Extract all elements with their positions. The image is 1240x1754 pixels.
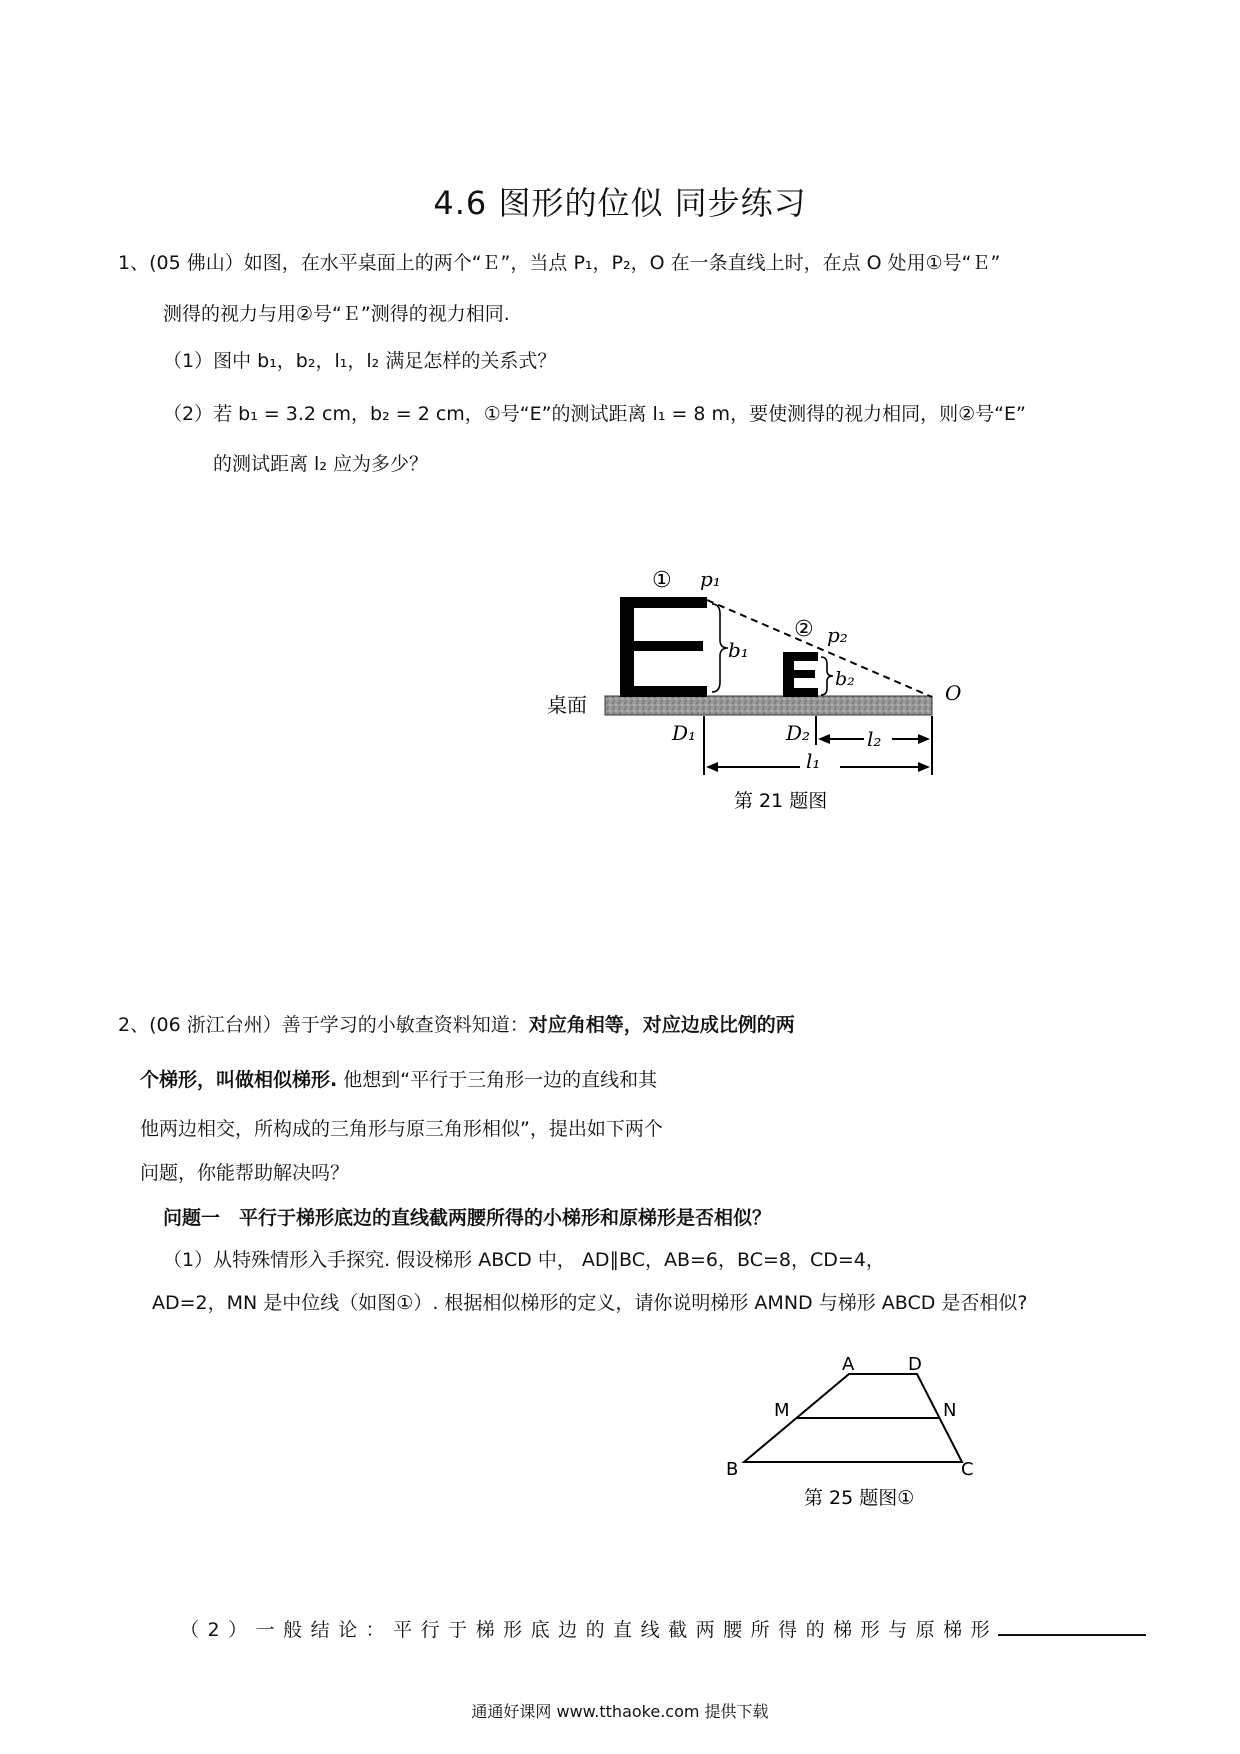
q1-sub1: （1）图中 b₁，b₂，l₁，l₂ 满足怎样的关系式？ — [163, 350, 557, 372]
label-l2: l₂ — [867, 727, 882, 751]
q2-stem-line3: 他两边相交，所构成的三角形与原三角形相似”，提出如下两个 — [140, 1118, 663, 1140]
label-b2: b₂ — [835, 668, 855, 690]
q2-definition-part2: 个梯形，叫做相似梯形. — [140, 1069, 338, 1091]
label-mark-1: ① — [652, 568, 672, 593]
label-b1: b₁ — [728, 638, 749, 662]
label-n: N — [943, 1400, 957, 1421]
label-d1: D₁ — [672, 721, 697, 745]
label-d2: D₂ — [786, 721, 811, 745]
q2-problem1: 问题一 平行于梯形底边的直线截两腰所得的小梯形和原梯形是否相似？ — [163, 1207, 772, 1229]
q2-sub1-cont: AD=2，MN 是中位线（如图①）. 根据相似梯形的定义，请你说明梯形 AMND 与梯形 ABCD 是否相似? — [152, 1292, 1028, 1314]
label-d: D — [908, 1354, 922, 1375]
q2-stem-line4: 问题，你能帮助解决吗？ — [140, 1162, 350, 1184]
page-title: 4.6 图形的位似 同步练习 — [433, 184, 807, 222]
label-m: M — [774, 1400, 790, 1421]
label-b: B — [726, 1459, 739, 1480]
label-o: O — [945, 681, 962, 705]
label-c: C — [961, 1459, 974, 1480]
q2-stem-line2-b: 他想到“平行于三角形一边的直线和其 — [337, 1069, 658, 1091]
q1-stem-line1: 1、(05 佛山）如图，在水平桌面上的两个“Ｅ”，当点 P₁，P₂，O 在一条直线上时，在点 O 处用①号“Ｅ” — [118, 252, 1001, 274]
q2-stem-line1-a: 2、(06 浙江台州）善于学习的小敏查资料知道： — [118, 1014, 529, 1036]
q1-sub2: （2）若 b₁ = 3.2 cm，b₂ = 2 cm，①号“E”的测试距离 l₁ = 8 m，要使测得的视力相同，则②号“E” — [163, 403, 1026, 425]
label-mark-2: ② — [794, 617, 814, 642]
caption-21: 第 21 题图 — [734, 790, 828, 812]
q2-sub1: （1）从特殊情形入手探究. 假设梯形 ABCD 中， AD∥BC，AB=6，BC=8，CD=4， — [163, 1249, 885, 1271]
q2-sub2 — [180, 1614, 1146, 1642]
q2-sub2-text: （2）一般结论：平行于梯形底边的直线截两腰所得的梯形与原梯形 — [180, 1619, 999, 1641]
q1-sub2-cont: 的测试距离 l₂ 应为多少？ — [213, 453, 428, 475]
label-p1: p₁ — [700, 567, 721, 591]
label-p2: p₂ — [827, 623, 848, 647]
label-a: A — [842, 1354, 855, 1375]
answer-blank[interactable] — [998, 1614, 1146, 1636]
caption-25: 第 25 题图① — [804, 1487, 915, 1509]
q1-stem-line2: 测得的视力与用②号“Ｅ”测得的视力相同. — [163, 303, 510, 325]
label-desk: 桌面 — [547, 693, 587, 717]
label-l1: l₁ — [806, 749, 821, 773]
footer: 通通好课网 www.tthaoke.com 提供下载 — [471, 1702, 769, 1721]
q2-definition-part1: 对应角相等，对应边成比例的两 — [528, 1014, 795, 1036]
